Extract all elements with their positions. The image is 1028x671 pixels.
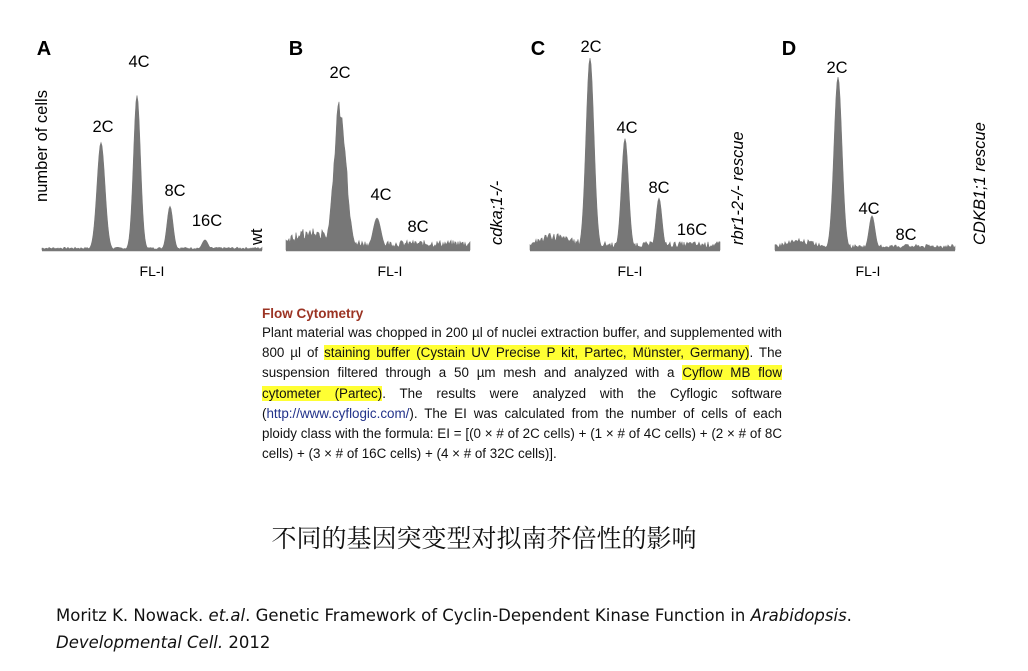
peak-label: 4C (128, 53, 150, 71)
peak-label: 2C (826, 59, 848, 77)
methods-text: ). The EI was calculated from the number of cells of each ploidy class with the formula: EI = [(0 × # of 2C cells) + (1 × # of 4C cells) + (2 × # of 8C cells) + (3 × # of 16C cells) + (4 × # of 32C cells)]. (262, 405, 782, 462)
histogram-panel-c (530, 38, 747, 279)
methods-text: . The suspension filtered through a 50 µm mesh and analyzed with a (262, 345, 782, 381)
x-axis-label: FL-I (377, 263, 403, 279)
x-axis-label: FL-I (855, 263, 881, 279)
x-axis-label: FL-I (617, 263, 643, 279)
reference-segment: 2012 (223, 633, 271, 652)
methods-link[interactable]: http://www.cyflogic.com/ (266, 405, 410, 421)
reference-segment: . (846, 606, 852, 625)
peak-label: 2C (329, 64, 351, 82)
histogram-panel-d (775, 38, 989, 279)
peak-label: 8C (407, 218, 429, 236)
reference-segment: et.al (208, 606, 246, 625)
methods-text: . The results were analyzed with the Cyflogic software ( (262, 385, 782, 421)
methods-highlight: staining buffer (Cystain UV Precise P kit, Partec, Münster, Germany) (324, 345, 750, 361)
histogram-area (775, 77, 955, 250)
genotype-label: cdka;1-/- (488, 180, 506, 245)
y-axis-label: number of cells (33, 90, 51, 202)
reference-segment: Moritz K. Nowack. (56, 606, 209, 625)
peak-label: 4C (616, 119, 638, 137)
methods-highlight: Cyflow MB flow cytometer (Partec) (262, 365, 782, 401)
peak-label: 4C (370, 186, 392, 204)
panel-label: D (781, 38, 797, 60)
reference-segment: Developmental Cell. (56, 633, 224, 652)
reference-line-1 (56, 602, 996, 629)
peak-label: 16C (191, 212, 223, 230)
reference-segment: Arabidopsis (750, 606, 847, 625)
histogram-panel-a (33, 38, 266, 279)
methods-text: Plant material was chopped in 200 µl of nuclei extraction buffer, and supplemented with 800 µl of (262, 325, 782, 361)
flow-cytometry-figure (0, 0, 1028, 300)
peak-label: 2C (92, 118, 114, 136)
methods-title: Flow Cytometry (262, 306, 364, 321)
peak-label: 16C (676, 221, 708, 239)
peak-label: 8C (164, 182, 186, 200)
histogram-area (286, 102, 470, 250)
histogram-area (42, 95, 262, 250)
histogram-panel-b (286, 38, 506, 279)
peak-label: 8C (895, 226, 917, 244)
reference-line-2 (56, 629, 996, 656)
panel-label: B (288, 38, 304, 60)
genotype-label: rbr1-2-/- rescue (729, 131, 747, 245)
reference-citation (56, 602, 996, 656)
x-axis-label: FL-I (139, 263, 165, 279)
reference-segment: . Genetic Framework of Cyclin-Dependent Kinase Function in (245, 606, 751, 625)
peak-label: 2C (580, 38, 602, 56)
panel-label: C (530, 38, 546, 60)
panel-label: A (36, 38, 52, 60)
slide-caption: 不同的基因突变型对拟南芥倍性的影响 (271, 524, 697, 553)
methods-section (262, 304, 782, 464)
peak-label: 4C (858, 200, 880, 218)
genotype-label: CDKB1;1 rescue (971, 122, 989, 245)
peak-label: 8C (648, 179, 670, 197)
genotype-label: wt (248, 228, 266, 245)
methods-body (262, 323, 782, 464)
